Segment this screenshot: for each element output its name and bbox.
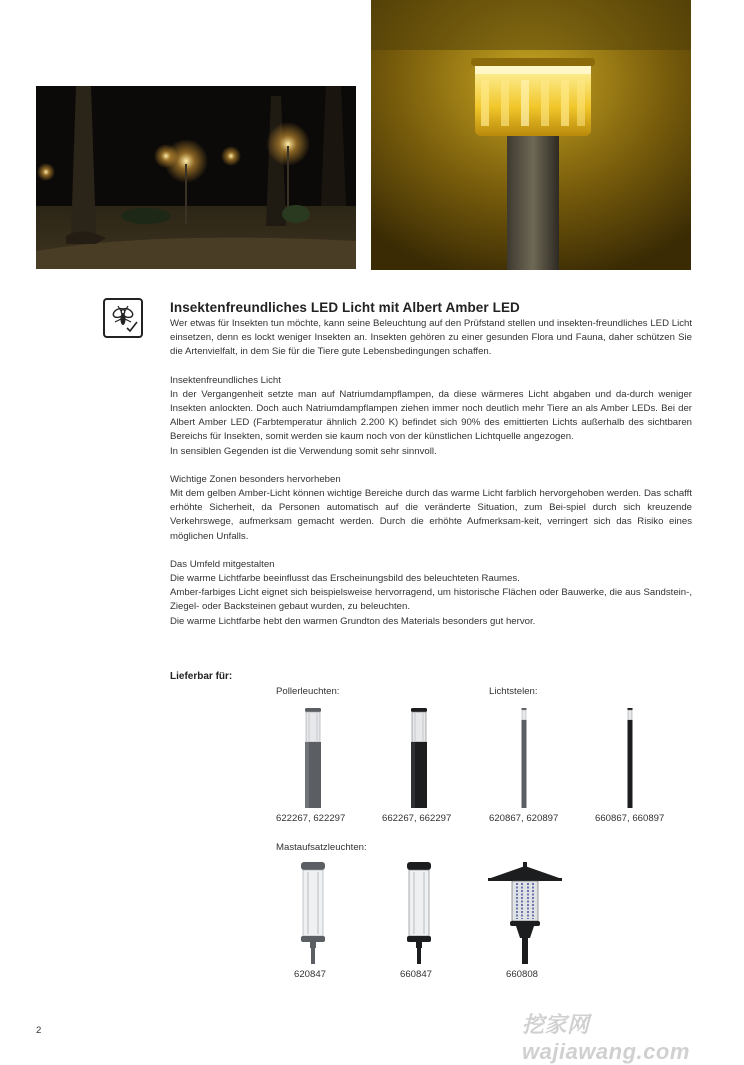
section-title: Wichtige Zonen besonders hervorheben bbox=[170, 473, 341, 485]
product-code: 620867, 620897 bbox=[489, 813, 559, 824]
product-code: 622267, 622297 bbox=[276, 813, 346, 824]
watermark: 挖家网 wajiawang.com bbox=[522, 1012, 690, 1064]
section-title: Das Umfeld mitgestalten bbox=[170, 558, 275, 570]
section-paragraph: Mit dem gelben Amber-Licht können wichtige Bereiche durch das warme Licht farblich hervorgehoben werden. Das schafft erhöhte Sicherheit, da Personen automatisch auf die veränderte Situation, zum Bei-spiel durch sich kreuzende Verkehrswege, aufmerksam gemacht werden. Durch die erhöhte Aufmerksam-keit, verringert sich das Risiko eines möglichen Unfalls. bbox=[170, 488, 692, 542]
amber-led-bollard-photo bbox=[371, 0, 691, 270]
article-body bbox=[170, 300, 692, 629]
product-code: 660867, 660897 bbox=[595, 813, 665, 824]
section-title: Insektenfreundliches Licht bbox=[170, 374, 281, 386]
insect-friendly-icon bbox=[103, 298, 143, 338]
product-code: 662267, 662297 bbox=[382, 813, 452, 824]
park-night-photo bbox=[36, 86, 356, 269]
product-code: 660808 bbox=[506, 969, 539, 980]
intro-paragraph: Wer etwas für Insekten tun möchte, kann seine Beleuchtung auf den Prüfstand stellen und insekten-freundliches LED Licht einsetzen, denn es lockt weniger Insekten an. Insekten gehören zu einer gesunden Flora und Fauna, daher schützen Sie die Artenvielfalt, in dem Sie für die Tiere gute Lebensbedingungen schaffen. bbox=[170, 318, 692, 358]
headline: Insektenfreundliches LED Licht mit Albert Amber LED bbox=[170, 300, 520, 315]
product-code: 660847 bbox=[400, 969, 433, 980]
page-number: 2 bbox=[36, 1025, 42, 1036]
section-paragraph: Amber-farbiges Licht eignet sich beispielsweise hervorragend, um historische Flächen oder Bauwerke, die aus Sandstein-, Ziegel- oder Backsteinen gebaut wurden, zu beleuchten. bbox=[170, 587, 692, 613]
post-top-black-image bbox=[404, 862, 434, 964]
section-paragraph: Die warme Lichtfarbe hebt den warmen Grundton des Materials besonders gut hervor. bbox=[170, 615, 536, 627]
light-column-group-label: Lichtstelen: bbox=[489, 686, 538, 697]
section-paragraph: In sensiblen Gegenden ist die Verwendung somit sehr sinnvoll. bbox=[170, 445, 437, 457]
post-top-lantern-image bbox=[486, 862, 564, 964]
bollard-graphite-image bbox=[303, 708, 323, 808]
section-paragraph: In der Vergangenheit setzte man auf Natriumdampflampen, da diese wärmeres Licht abgaben und da-durch weniger Insekten anlockten. Doch auch Natriumdampflampen ziehen immer noch deutlich mehr Tiere an als Amber LEDs. Bei der Albert Amber LED (Farbtemperatur ähnlich 2.200 K) befindet sich 90% des emittierten Lichts außerhalb des sichtbaren Bereichs für Insekten, somit werden sie kaum noch von der künstlichen Lichtquelle angezogen. bbox=[170, 388, 692, 443]
bollard-group-label: Pollerleuchten: bbox=[276, 686, 340, 697]
availability-title: Lieferbar für: bbox=[170, 671, 233, 682]
product-code: 620847 bbox=[294, 969, 327, 980]
bollard-black-image bbox=[409, 708, 429, 808]
post-top-group-label: Mastaufsatzleuchten: bbox=[276, 842, 367, 853]
section-paragraph: Die warme Lichtfarbe beeinflusst das Erscheinungsbild des beleuchteten Raumes. bbox=[170, 573, 520, 585]
light-column-graphite-image bbox=[519, 708, 529, 808]
post-top-graphite-image bbox=[298, 862, 328, 964]
light-column-black-image bbox=[625, 708, 635, 808]
